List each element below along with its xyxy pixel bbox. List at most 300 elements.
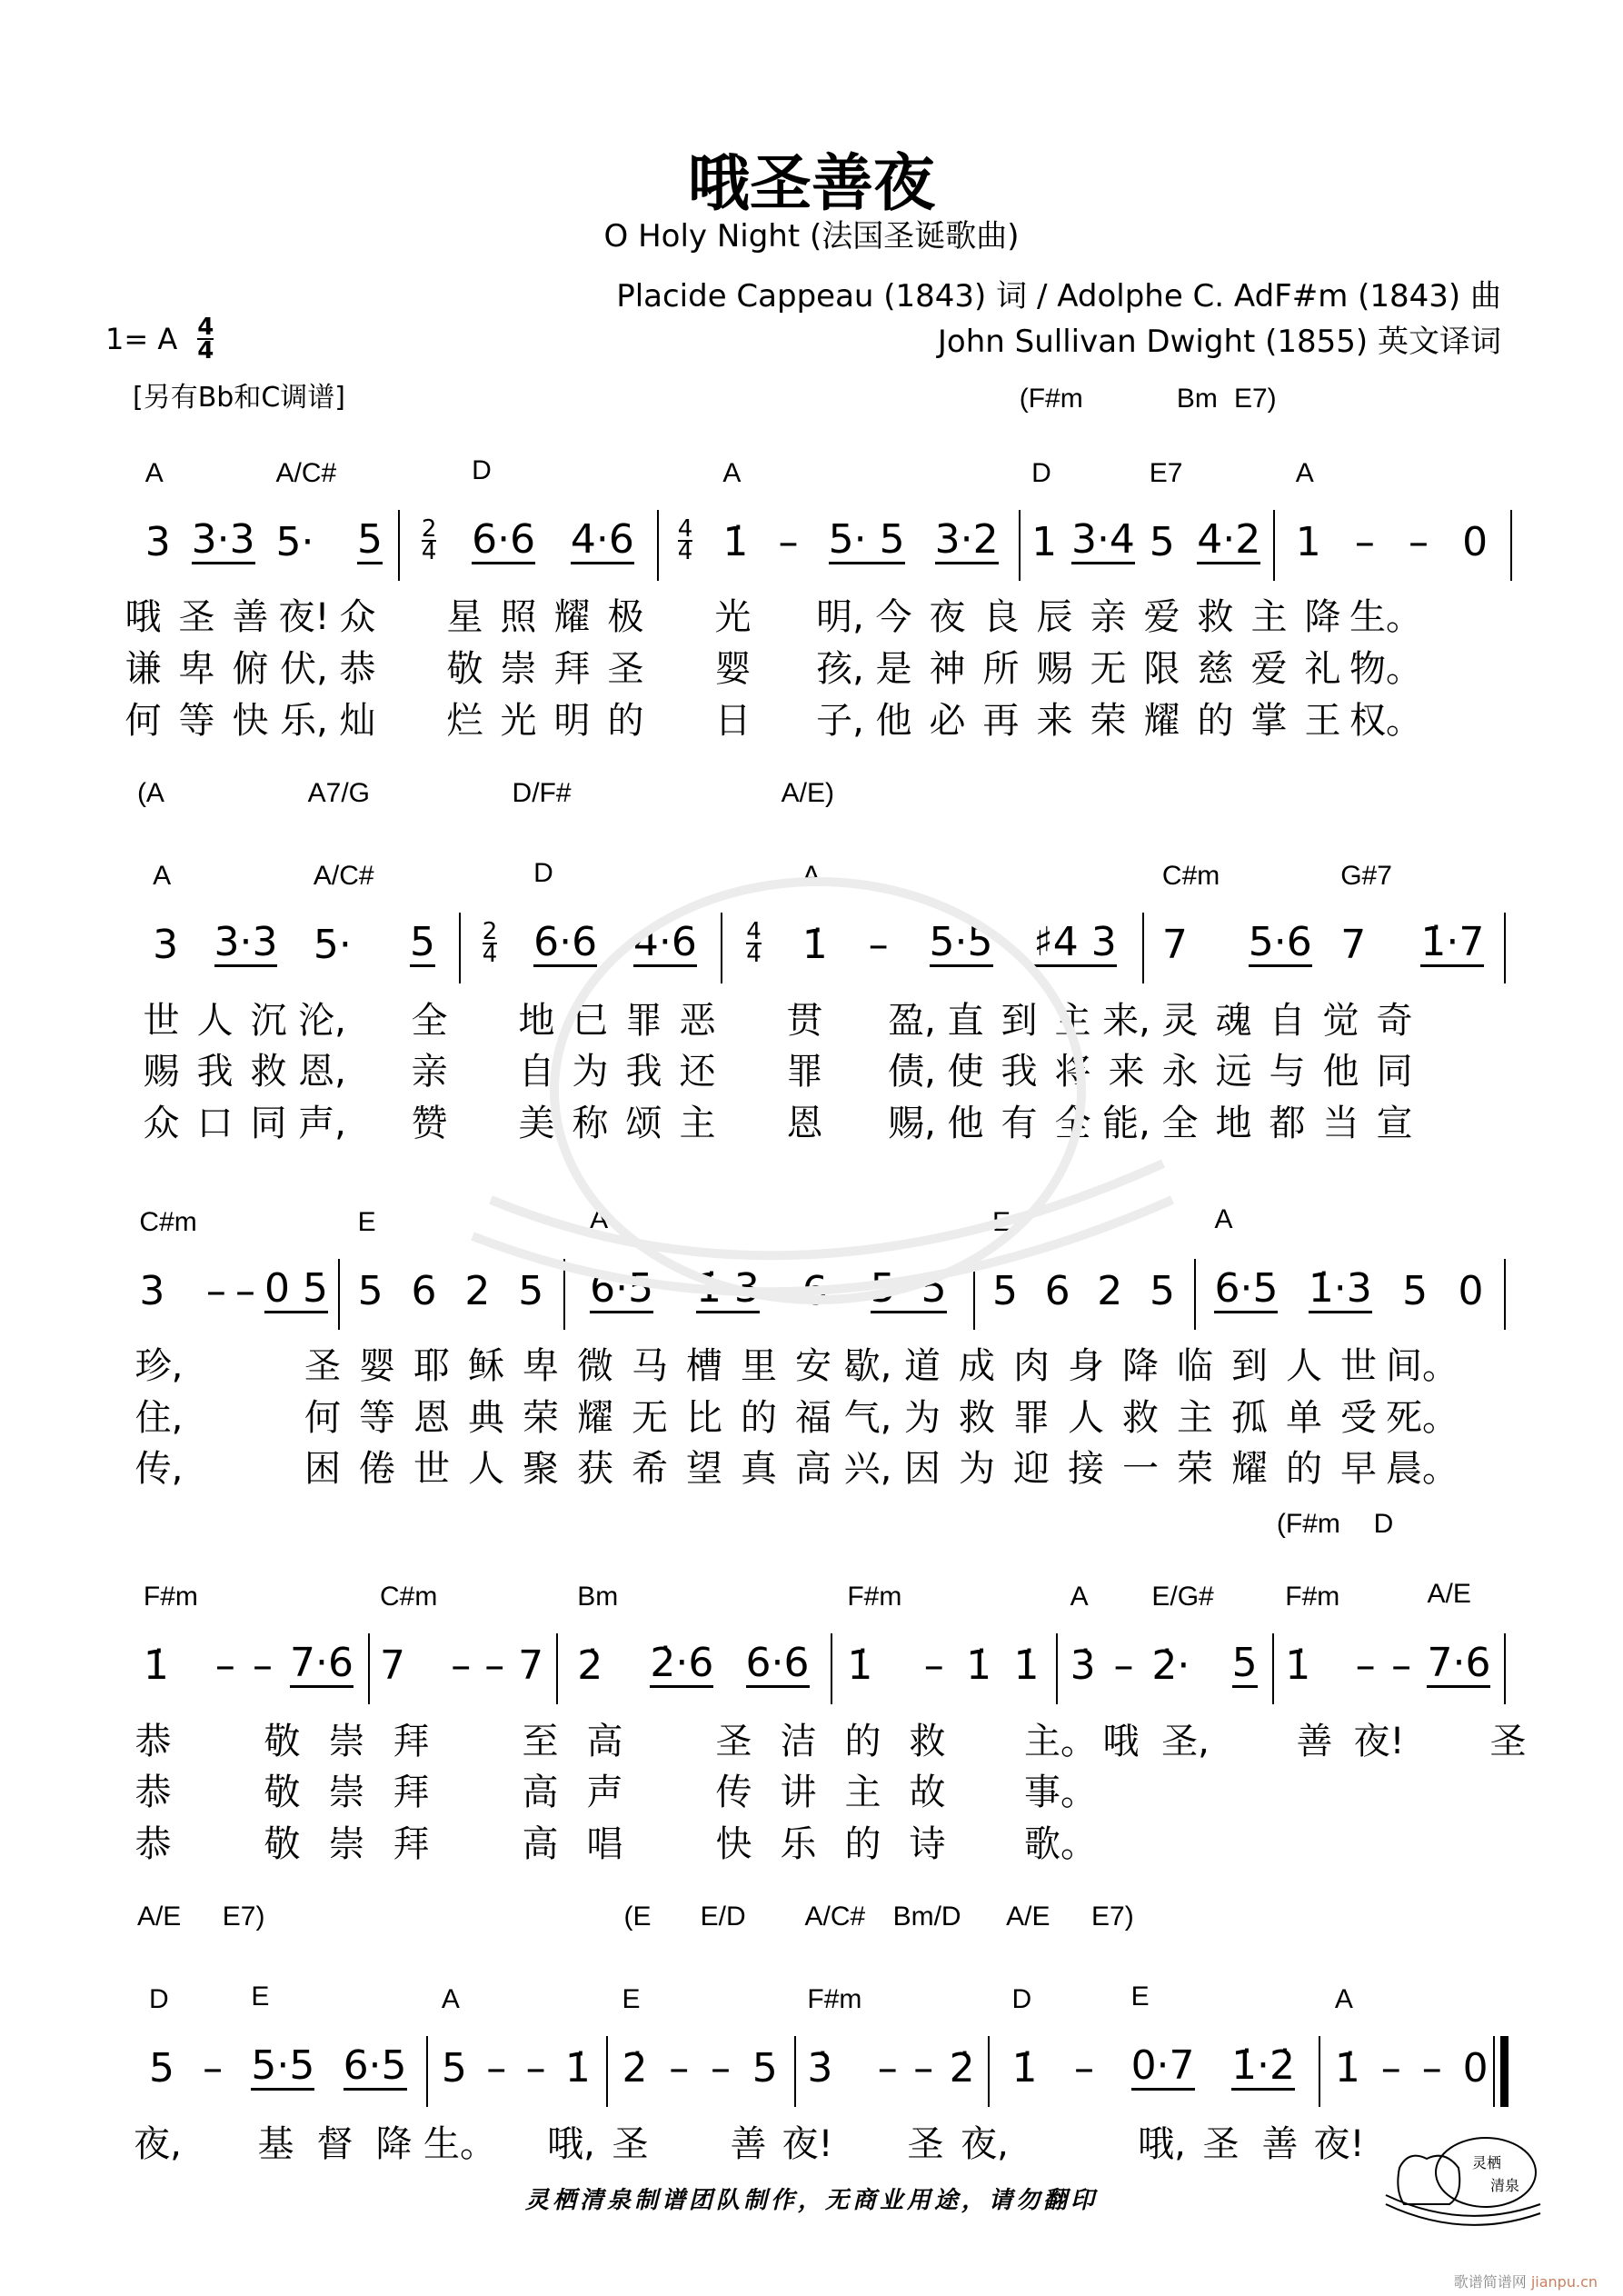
note: – [1391,1642,1412,1689]
note-group [206,1204,226,1313]
note-group [924,1579,944,1688]
lyric-syllable [241,1389,295,1434]
note-group [752,1982,778,2091]
lyric-syllable: 气, [843,1397,892,1439]
lyric-syllable: 子, [816,700,864,742]
measure [134,1982,421,2091]
bar-line [1194,1259,1196,1330]
lyric-syllable: 善 [730,2123,767,2165]
note: 5 [752,2045,778,2091]
note-group [1296,455,1321,564]
note: 1̇ [1013,1642,1040,1689]
lyric-syllable: 崇 [328,1721,365,1762]
note-group [1356,1579,1376,1688]
lyric-syllable: 歇, [843,1345,892,1387]
lyric-syllable: 我 [625,1051,662,1093]
note-group [722,455,748,564]
lyric-syllable: 获 [577,1448,613,1490]
lyric-syllable: 夜, [134,2123,182,2165]
chord-label: A [1070,1582,1089,1612]
note: 5 [441,2045,467,2091]
lyric-syllable: 死。 [1386,1397,1459,1439]
note: – [913,2045,934,2091]
lyric-syllable: 生。 [1349,596,1422,638]
note-group [1232,1576,1258,1688]
note: 3̇ [807,2045,833,2091]
note-group [518,1579,543,1688]
alt-chord: A/E [136,1902,182,1932]
lyric-syllable [637,1763,702,1809]
note: 1 [1295,519,1321,565]
note: 3·3 [191,516,255,563]
credit-composer: Placide Cappeau (1843) 词 / Adolphe C. AdF#m (1843) 曲 [616,278,1501,314]
lyric-syllable: 马 [632,1345,668,1387]
note: 0 [1462,2045,1489,2091]
measure [562,1579,826,1688]
lyric-syllable: 星 [446,596,483,638]
lyric-syllable: 光 [714,596,752,638]
lyric-syllable: 哦, [547,2123,595,2165]
bar-line [988,2036,990,2107]
lyric-syllable: 谦 [124,648,162,690]
lyric-syllable: 的 [741,1397,777,1439]
lyric-syllable: 灵 [1161,1000,1199,1042]
note-group [1427,1576,1490,1688]
lyric-syllable: 圣 [715,1721,752,1762]
measure [1279,455,1504,564]
lyric-syllable: 同 [250,1103,287,1144]
chord-label: F#m [847,1582,902,1612]
lyric-syllable: 同 [1376,1051,1413,1093]
bar-line [398,510,400,581]
lyric-syllable: 是 [875,648,912,690]
note-group [214,855,278,967]
lyric-syllable: 圣 [1489,1721,1527,1762]
note-group [410,855,435,967]
note-group [950,1982,975,2091]
lyric-syllable: 奇 [1376,1000,1413,1042]
lyric-syllable: 哦 [1102,1721,1140,1762]
note-group [1409,455,1429,564]
svg-text:清泉: 清泉 [1490,2177,1520,2194]
lyric-syllable: 善 [1296,1721,1333,1762]
note: – [203,2045,224,2091]
alt-chord: D/F# [512,778,572,808]
note: 5·5 [251,2042,315,2089]
lyric-syllable: 为 [904,1397,941,1439]
note: – [214,1642,235,1689]
lyric-syllable: 降 [1122,1345,1159,1387]
note: 3 [139,1268,165,1314]
note-group [442,1982,467,2091]
lyric-syllable: 他 [875,700,912,742]
lyric-line [121,1763,1097,1813]
lyric-syllable: 真 [741,1448,777,1490]
note: 5· [313,922,352,968]
lyric-syllable: 他 [1322,1051,1359,1093]
lyric-syllable: 困 [304,1448,341,1490]
bar-line [1504,1633,1506,1704]
alt-chord: (F#m [1276,1509,1340,1539]
lyric-syllable: 觉 [1322,1000,1359,1042]
lyric-syllable: 恩 [786,1103,823,1144]
note: – [1380,2045,1401,2091]
lyric-syllable: 伏, [280,648,328,690]
lyric-syllable: 已 [572,1000,609,1042]
lyric-syllable: 世 [1340,1345,1377,1387]
lyric-syllable: 赐, [888,1103,936,1144]
note-group [344,1979,407,2091]
note-group [144,1579,198,1688]
note: 0 [1458,1268,1484,1314]
alt-chord: A/E [1006,1902,1050,1932]
note-group [1309,1202,1372,1313]
lyric-syllable: 恭 [339,648,376,690]
lyric-syllable: 高 [522,1823,559,1865]
lyric-syllable [760,692,813,737]
lyric-syllable: 的 [607,700,644,742]
note: 1̇·7 [1420,919,1485,965]
lyric-syllable: 全 [411,1000,448,1042]
lyric-syllable: 诗 [909,1823,946,1865]
note: 2̇ [577,1642,603,1689]
note: 2̇·6 [650,1640,714,1686]
lyric-syllable: 身 [1068,1345,1104,1387]
note: 1̇ [722,519,749,565]
lyric-syllable: 槽 [686,1345,722,1387]
note: 6·6 [472,516,536,563]
lyric-syllable: 临 [1177,1345,1213,1387]
bar-line [1510,510,1512,581]
lyric-syllable: 全 [1161,1103,1199,1144]
lyric-syllable: 的 [1197,700,1234,742]
measure [134,455,393,564]
lyric-syllable: 乐 [780,1823,817,1865]
song-title: 哦圣善夜 [687,148,935,220]
lyric-syllable: 亲 [1090,596,1127,638]
lyric-syllable: 亲 [411,1051,448,1093]
lyric-syllable: 人 [1286,1345,1322,1387]
lyric-syllable [1218,1712,1282,1758]
sheep-watermark-icon [436,818,1181,1387]
lyric-syllable: 圣 [907,2123,944,2165]
lyric-syllable: 崇 [328,1772,365,1813]
alt-chord: (A [136,778,164,808]
note-group [1462,455,1488,564]
lyric-syllable: 荣 [523,1397,559,1439]
lyric-syllable: 烂 [446,700,483,742]
lyric-syllable: 人 [1068,1397,1104,1439]
lyric-syllable: 敬 [264,1772,301,1813]
lyric-syllable: 夜! [278,596,330,638]
lyric-syllable: 哦, [1138,2123,1186,2165]
lyric-syllable [960,1712,1024,1758]
lyric-syllable: 沉 [250,1000,287,1042]
note: 3̇ [1070,1642,1096,1689]
lyric-syllable: 圣 [304,1345,341,1387]
lyric-syllable: 圣 [1202,2123,1240,2165]
chord-label: E [251,1982,270,2011]
lyric-syllable: 圣 [178,596,215,638]
note: 4·2 [1197,516,1261,563]
lyric-syllable [1014,2115,1073,2161]
lyric-syllable: 主 [1250,596,1288,638]
lyric-syllable: 安 [795,1345,831,1387]
bar-line [657,510,659,581]
lyric-line [116,640,1422,690]
lyric-syllable: 自 [1269,1000,1306,1042]
lyric-syllable: 受 [1340,1397,1377,1439]
alt-chord: A7/G [307,778,370,808]
note: – [711,2045,732,2091]
lyric-syllable: 荣 [1177,1448,1213,1490]
note: 3 [153,922,179,968]
alt-chord: E/D [700,1902,746,1932]
lyric-syllable: 主。 [1024,1721,1097,1762]
note-group [253,1579,273,1688]
lyric-syllable [384,640,438,685]
alt-chord: (F#m [1019,384,1083,414]
lyric-syllable [637,1815,702,1861]
lyric-syllable: 接 [1068,1448,1104,1490]
lyric-syllable: 赐 [143,1051,180,1093]
note-group [1285,1579,1339,1688]
lyric-syllable: 拜 [393,1772,430,1813]
note-group [1114,1579,1134,1688]
note-group [1420,855,1484,967]
lyric-syllable: 敬 [264,1721,301,1762]
lyric-syllable: 称 [572,1103,609,1144]
bar-line [794,2036,796,2107]
note-group [935,453,999,564]
measure-time-signature: 4 4 [746,918,762,968]
note-group [1151,1579,1213,1688]
lyric-syllable: 微 [577,1345,613,1387]
lyric-syllable: 他 [947,1103,984,1144]
lyric-syllable: 都 [1269,1103,1306,1144]
note-group [622,1982,647,2091]
lyric-syllable: 等 [178,700,215,742]
lyric-syllable [186,1337,241,1383]
credit-translator: John Sullivan Dwight (1855) 英文译词 [937,324,1501,360]
lyric-syllable: 礼 [1304,648,1341,690]
lyric-syllable: 道 [904,1345,941,1387]
lyric-syllable: 夜! [782,2123,833,2165]
alt-chord: A/E) [781,778,834,808]
note: 5 [357,516,383,563]
lyric-syllable: 快 [715,1823,752,1865]
bar-line [1273,510,1275,581]
lyric-syllable: 主 [1177,1397,1213,1439]
note: 1 [1031,519,1058,565]
bar-line [831,1633,832,1704]
chord-label: D [533,858,553,888]
note: 1̇ [1285,1642,1311,1689]
lyric-syllable: 卑 [523,1345,559,1387]
lyric-syllable: 基 [257,2123,294,2165]
alt-chord: D [1373,1509,1394,1539]
note: – [669,2045,690,2091]
lyric-syllable: 崇 [328,1823,365,1865]
chord-label: F#m [807,1984,862,2014]
note-group [1074,1982,1094,2091]
note-group [1381,1982,1401,2091]
measure [1200,1204,1499,1313]
lyric-syllable: 明 [553,700,591,742]
chord-label: E7 [1149,458,1183,488]
lyric-syllable: 至 [522,1721,559,1762]
note: – [868,922,889,968]
note-group [1012,1982,1038,2091]
lyric-syllable: 洁 [780,1721,817,1762]
note-group [711,1982,731,2091]
lyric-syllable: 比 [686,1397,722,1439]
lyric-syllable: 唱 [586,1823,623,1865]
note-group [1340,858,1392,967]
lyric-syllable [185,1712,250,1758]
note: 0 5 [264,1265,329,1312]
lyric-syllable [443,1815,508,1861]
note-group [1463,1982,1489,2091]
lyric-syllable: 乐, [280,700,328,742]
note-group [966,1579,991,1688]
lyric-syllable: 美 [518,1103,555,1144]
note-group [192,453,255,564]
lyric-syllable: 掌 [1250,700,1288,742]
note-group [1458,1204,1483,1313]
measure [800,1982,983,2091]
lyric-syllable: 将 [1054,1051,1091,1093]
lyric-syllable: 因 [904,1448,941,1490]
lyric-syllable [185,1815,250,1861]
lyric-syllable: 孤 [1231,1397,1268,1439]
lyric-syllable: 与 [1269,1051,1306,1093]
note: – [923,1642,944,1689]
lyric-syllable: 还 [679,1051,716,1093]
chord-label: A [590,1204,609,1234]
chord-label: D [148,1984,169,2014]
note: 5· [275,519,314,565]
lyric-syllable: 救 [1197,596,1234,638]
note-group [565,1982,591,2091]
footer-note: 灵栖清泉制谱团队制作，无商业用途，请勿翻印 [524,2187,1098,2214]
note: 7 [1161,922,1188,968]
note: – [1355,1642,1376,1689]
lyric-syllable: 恭 [134,1823,172,1865]
note-group [807,1982,861,2091]
note: 6 [802,1268,828,1314]
note-group [203,1982,223,2091]
note: – [525,2045,546,2091]
bar-line [1500,2036,1508,2107]
note: 3 [144,519,171,565]
lyric-syllable: 生。 [423,2123,496,2165]
chord-label: A/E [1427,1579,1471,1609]
lyric-syllable: 恩, [298,1051,346,1093]
lyric-syllable: 罪 [625,1000,662,1042]
bar-line [338,1259,340,1330]
note: 1̇ [1011,2045,1038,2091]
note-group [1402,1204,1428,1313]
lyric-syllable: 耶 [413,1345,450,1387]
note: 6 [1044,1268,1070,1314]
lyric-syllable: 间。 [1386,1345,1459,1387]
lyric-syllable: 灿 [339,700,376,742]
measure [993,1982,1313,2091]
lyric-syllable [186,1440,241,1485]
note: 3·2 [934,516,999,563]
note: 6·5 [590,1265,654,1312]
lyric-syllable: 住, [134,1397,184,1439]
lyric-syllable [652,588,706,634]
note-group [847,1579,901,1688]
lyric-syllable: 哦 [124,596,162,638]
note-group [380,1579,437,1688]
note-group [484,1579,504,1688]
lyric-syllable: 崇 [500,648,537,690]
lyric-syllable: 光 [500,700,537,742]
chord-label: F#m [143,1582,198,1612]
lyric-syllable: 盈, [888,1000,936,1042]
lyric-syllable [652,640,706,685]
lyric-syllable: 传, [134,1448,184,1490]
note: 5 [410,919,436,965]
lyric-syllable: 拜 [393,1721,430,1762]
lyric-syllable: 高 [795,1448,831,1490]
lyric-syllable: 夜! [1313,2123,1365,2165]
note-group [650,1576,713,1688]
lyric-syllable: 拜 [393,1823,430,1865]
lyric-syllable [760,588,813,634]
note: 3·3 [214,919,278,965]
lyric-syllable: 倦 [359,1448,395,1490]
lyric-syllable: 日 [714,700,752,742]
chord-label: A [153,861,172,891]
lyric-syllable: 福 [795,1397,831,1439]
lyric-syllable: 恭 [134,1772,172,1813]
lyric-syllable [652,692,706,737]
lyric-syllable: 永 [1161,1051,1199,1093]
note: 2̇· [1151,1642,1190,1689]
chord-label: C#m [1161,861,1220,891]
lyric-line [121,1815,1097,1865]
lyric-syllable: 婴 [359,1345,395,1387]
lyric-syllable [384,588,438,634]
chord-label: A [441,1984,460,2014]
note-group [1335,1982,1360,2091]
note: 3·4 [1070,516,1135,563]
note: 5· 5 [828,516,905,563]
alt-chord: E7) [1091,1902,1134,1932]
note: 0 [1462,519,1489,565]
measure-time-signature: 4 4 [677,515,693,565]
lyric-syllable: 无 [1090,648,1127,690]
lyric-syllable: 贯 [786,1000,823,1042]
measure [1324,1982,1499,2091]
note-group [526,1982,546,2091]
bar-line [368,1633,370,1704]
lyric-syllable: 众 [143,1103,180,1144]
chord-label: A/C# [275,458,337,488]
lyric-syllable: 督 [316,2123,353,2165]
lyric-syllable: 使 [947,1051,984,1093]
note: 5· 5 [870,1265,947,1312]
note: – [234,1268,255,1314]
chord-label: E [991,1207,1011,1237]
lyric-syllable: 救 [909,1721,946,1762]
lyric-syllable: 爱 [1250,648,1288,690]
note: – [1074,2045,1095,2091]
